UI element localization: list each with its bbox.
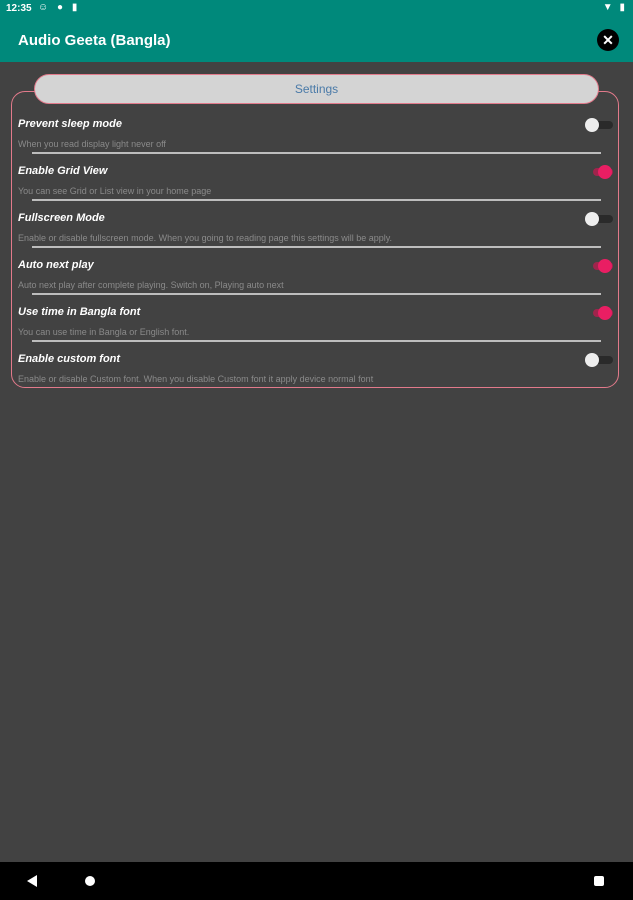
auto-next-toggle[interactable]: [584, 256, 614, 276]
app-bar: [0, 18, 633, 62]
setting-description: Enable or disable fullscreen mode. When you going to reading page this settings will be apply.: [18, 233, 393, 243]
app-title: Audio Geeta (Bangla): [18, 32, 171, 49]
setting-title: Enable Grid View: [18, 165, 108, 177]
setting-description: You can see Grid or List view in your home page: [18, 186, 212, 196]
setting-row-fullscreen: [18, 191, 618, 243]
custom-font-toggle[interactable]: [584, 350, 614, 370]
setting-row-custom-font: [18, 332, 618, 384]
setting-title: Enable custom font: [18, 353, 121, 365]
setting-row-prevent-sleep: [18, 97, 618, 149]
close-button[interactable]: [597, 29, 619, 51]
setting-row-auto-next: [18, 238, 618, 290]
grid-view-toggle[interactable]: [584, 162, 614, 182]
recents-icon[interactable]: [594, 876, 604, 886]
setting-description: Enable or disable Custom font. When you disable Custom font it apply device normal font: [18, 374, 374, 384]
settings-header: Settings: [34, 74, 599, 104]
home-icon[interactable]: [85, 876, 95, 886]
status-icons-left: [38, 2, 80, 13]
setting-title: Prevent sleep mode: [18, 118, 122, 130]
setting-title: Use time in Bangla font: [18, 306, 141, 318]
setting-row-bangla-time: [18, 285, 618, 337]
prevent-sleep-toggle[interactable]: [584, 115, 614, 135]
setting-description: Auto next play after complete playing. Switch on, Playing auto next: [18, 280, 284, 290]
setting-title: Auto next play: [18, 259, 94, 271]
android-icon: ●: [57, 2, 67, 13]
navigation-bar: [0, 862, 633, 900]
status-icons-right: [603, 2, 627, 13]
battery-icon: ▮: [619, 2, 627, 13]
back-icon[interactable]: [27, 875, 37, 887]
setting-title: Fullscreen Mode: [18, 212, 105, 224]
person-icon: ☺: [38, 2, 52, 13]
status-bar: [0, 0, 633, 18]
status-time: 12:35: [6, 3, 32, 14]
close-icon: ✕: [602, 32, 614, 48]
fullscreen-toggle[interactable]: [584, 209, 614, 229]
sd-card-icon: ▮: [71, 2, 81, 13]
bangla-time-toggle[interactable]: [584, 303, 614, 323]
wifi-icon: ▼: [602, 2, 615, 13]
setting-description: When you read display light never off: [18, 139, 166, 149]
setting-description: You can use time in Bangla or English font.: [18, 327, 190, 337]
setting-row-grid-view: [18, 144, 618, 196]
